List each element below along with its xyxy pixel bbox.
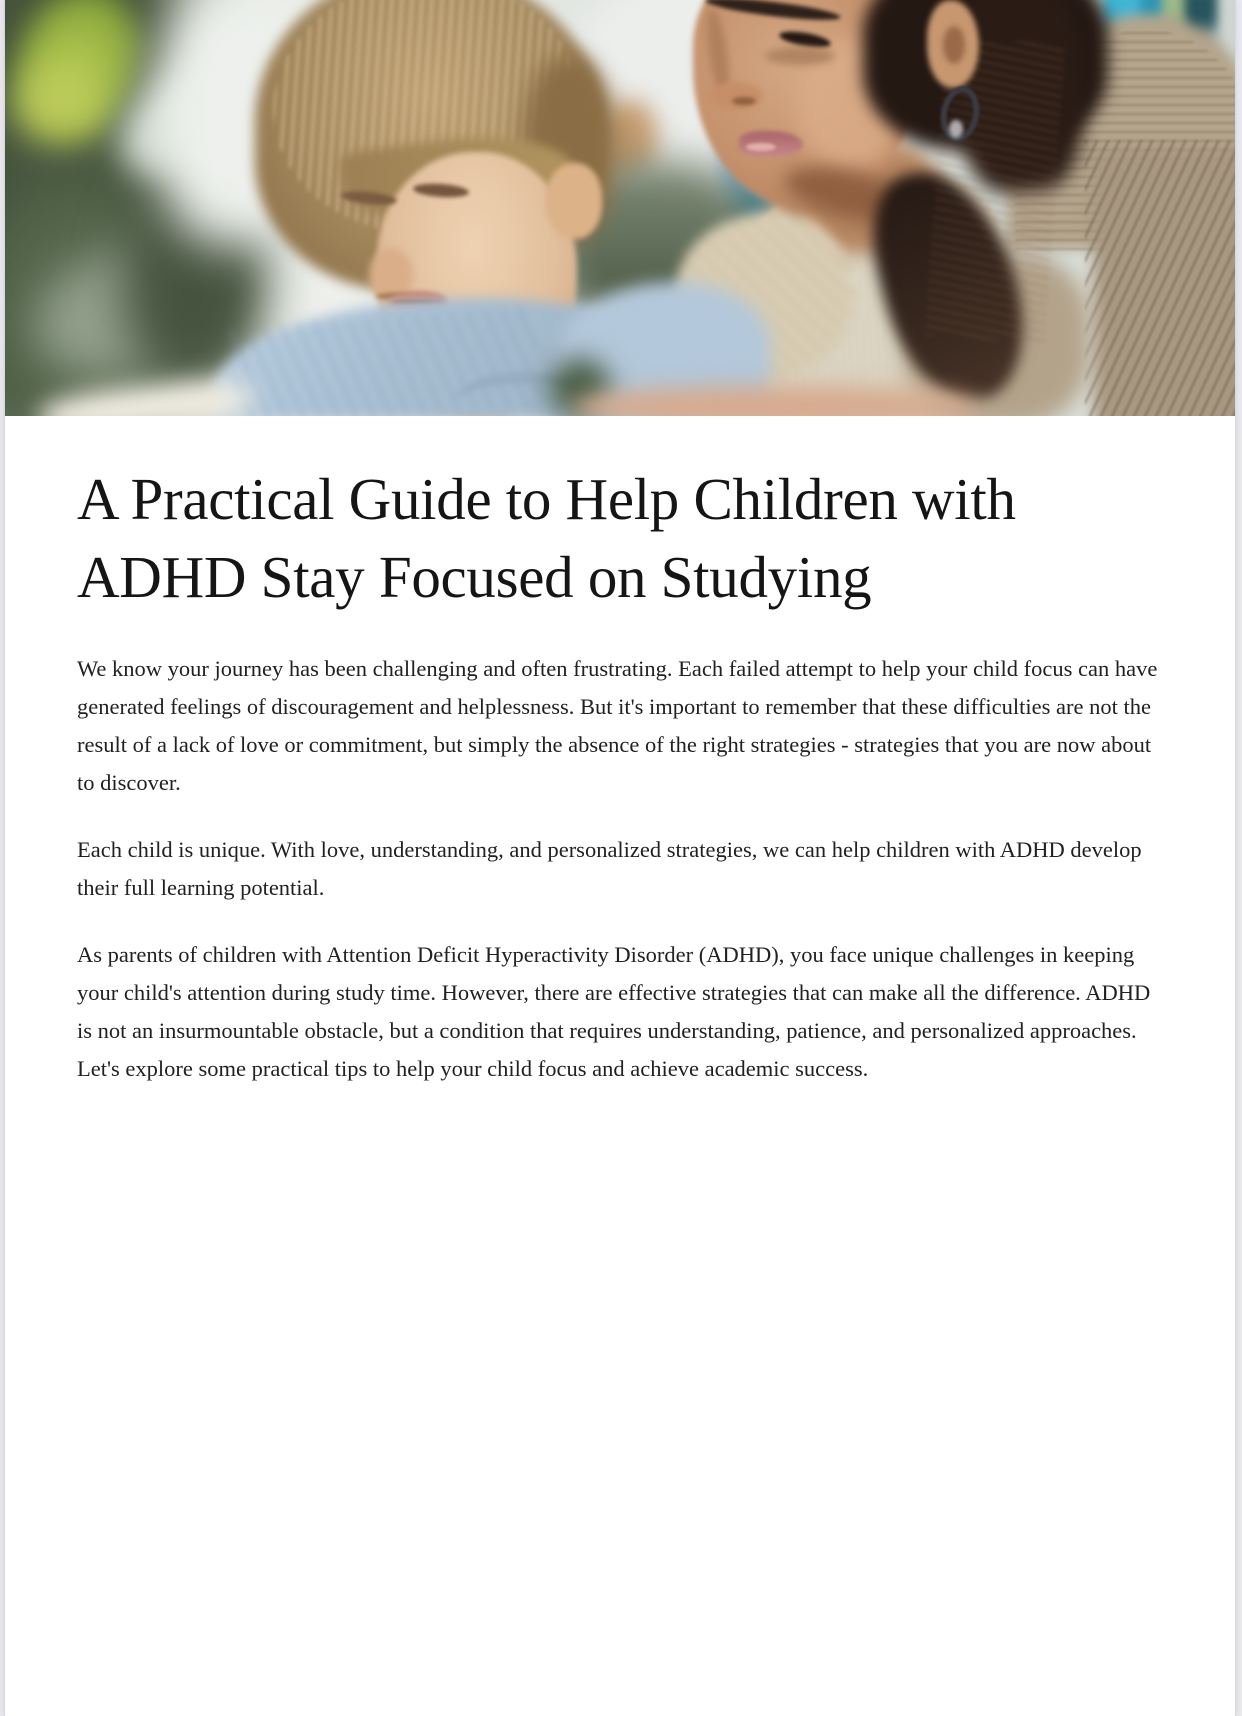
boy-ear [545, 163, 602, 239]
hands-table-blur [573, 386, 978, 416]
mother-lip-highlight [746, 143, 776, 151]
mother-nose [709, 82, 763, 110]
mother-ear-shadow [943, 26, 965, 64]
article-card [4, 0, 1236, 1716]
hero-image [5, 0, 1235, 416]
article-paragraph-2: Each child is unique. With love, understanding, and personalized strategies, we can help children with ADHD develop their full learning potential. [77, 837, 1142, 900]
mother-nostril [732, 97, 756, 105]
plant-bright-leaf-small [13, 60, 108, 145]
article-paragraph-3: As parents of children with Attention Deficit Hyperactivity Disorder (ADHD), you face unique challenges in keeping your child's attention during study time. However, there are effective strategies that can make all the difference. ADHD is not an insurmountable obstacle, but a condition that requires understanding, patience, and personalized approaches. Let's explore some practical tips to help your child focus and achieve academic success. [77, 942, 1151, 1081]
article-body [5, 416, 1235, 1088]
earring-highlight [949, 120, 963, 138]
article-title: A Practical Guide to Help Children with ADHD Stay Focused on Studying [77, 466, 1016, 610]
article-paragraph-1: We know your journey has been challenging and often frustrating. Each failed attempt to help your child focus can have generated feelings of discouragement and helplessness. But it's important to remember that these difficulties are not the result of a lack of love or commitment, but simply the absence of the right strategies - strategies that you are now about to discover. [77, 656, 1158, 795]
mother-arm-ribs [1085, 140, 1235, 416]
mother-eye-shadow [765, 47, 835, 65]
